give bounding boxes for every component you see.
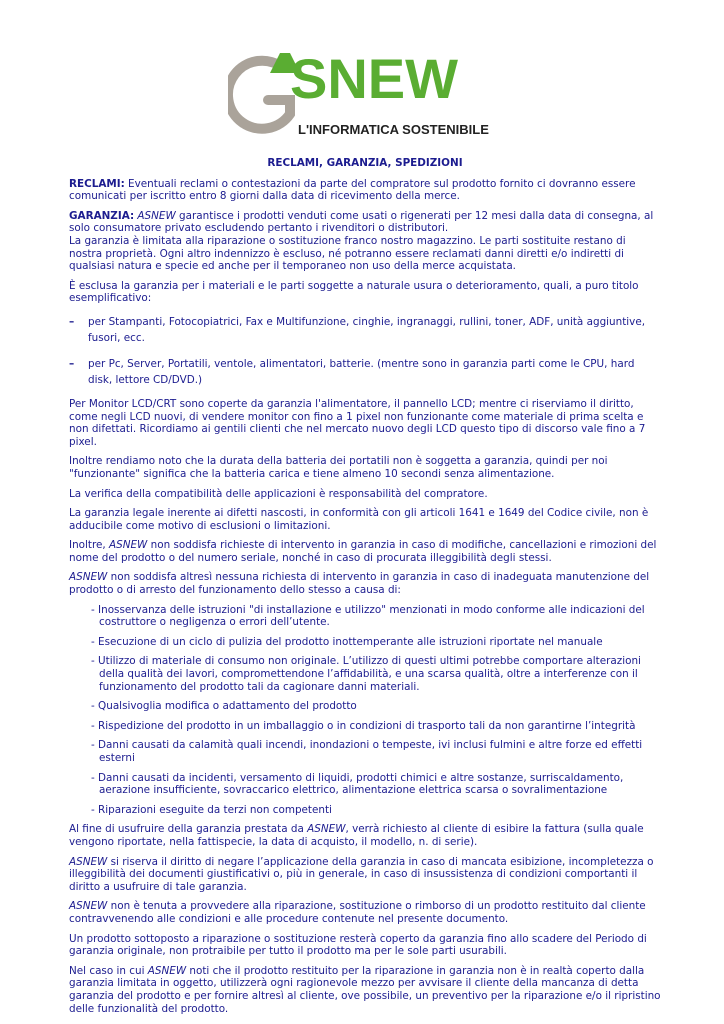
esclusa-paragraph: È esclusa la garanzia per i materiali e le parti soggette a naturale usura o deterioramento, quali, a puro titolo esemplificativo: (69, 279, 639, 305)
batteria-paragraph: Inoltre rendiamo noto che la durata della batteria dei portatili non è soggetta a garanzia, quindi per noi "funzionante" significa che la batteria carica e tiene almeno 10 secondi senza alimentazione. (69, 455, 608, 480)
list-item (69, 314, 661, 346)
brand-name: ASNEW (69, 571, 108, 584)
page-title: RECLAMI, GARANZIA, SPEDIZIONI (267, 157, 463, 169)
text: non soddisfa richieste di intervento in garanzia in caso di modifiche, cancellazioni e rimozioni del nome del prodotto o del numero seriale, nonché in caso di procurata illeggibilità degli stessi. (69, 539, 657, 564)
monitor-paragraph: Per Monitor LCD/CRT sono coperte da garanzia l'alimentatore, il pannello LCD; mentre ci riserviamo il diritto, come negli LCD nuovi, di vendere monitor con fino a 1 pixel non funzionante come materiale di prima scelta e non difettati. Ricordiamo ai gentili clienti che nel mercato nuovo degli LCD questo tipo di discorso vale fino a 7 pixel. (69, 397, 646, 448)
tenuta-paragraph (69, 900, 661, 925)
list-item (69, 356, 661, 388)
negare-paragraph (69, 856, 661, 894)
sottoposto-paragraph: Un prodotto sottoposto a riparazione o sostituzione resterà coperto da garanzia fino allo scadere del Periodo di garanzia originale, non protraibile per tutto il prodotto ma per le sole parti usurabili. (69, 932, 647, 958)
garanzia-label: GARANZIA: (69, 209, 135, 222)
reclami-label: RECLAMI: (69, 177, 125, 190)
brand-name: ASNEW (69, 855, 108, 868)
cause-item: - Rispedizione del prodotto in un imballaggio o in condizioni di trasporto tali da non garantirne l’integrità (91, 719, 636, 732)
modifiche-paragraph (69, 539, 661, 564)
text: noti che il prodotto restituito per la riparazione in garanzia non è in realtà coperto dalla garanzia limitata in oggetto, utilizzerà ogni ragionevole mezzo per avvisare il cliente della mancanza di detta garanzia del prodotto e per fornire altresì al cliente, ove possibile, un preventivo per la riparazione e/o il ripristino delle funzionalità del prodotto. (69, 964, 661, 1015)
nel-caso-paragraph (69, 965, 661, 1015)
compatibilita-paragraph: La verifica della compatibilità delle applicazioni è responsabilità del compratore. (69, 487, 488, 500)
garanzia-legale-paragraph: La garanzia legale inerente ai difetti nascosti, in conformità con gli articoli 1641 e 1649 del Codice civile, non è adducibile come motivo di esclusioni o limitazioni. (69, 507, 649, 532)
svg-text:SNEW: SNEW (290, 48, 458, 110)
reclami-text: Eventuali reclami o contestazioni da parte del compratore sul prodotto fornito ci dovranno essere comunicati per iscritto entro 8 giorni dalla data di ricevimento della merce. (69, 177, 636, 203)
reclami-paragraph (69, 178, 661, 203)
brand-name: ASNEW (69, 900, 108, 913)
garanzia-text: garantisce i prodotti venduti come usati o rigenerati per 12 mesi dalla data di consegna, al solo consumatore privato escludendo pertanto i rivenditori o distributori. (69, 209, 654, 235)
asnew-logo (228, 48, 498, 143)
cause-item: - Danni causati da calamità quali incendi, inondazioni o tempeste, ivi inclusi fulmini e altre forze ed effetti esterni (91, 739, 643, 764)
document-body (69, 157, 661, 1022)
text: non soddisfa altresì nessuna richiesta di intervento in garanzia in caso di inadeguata manutenzione del prodotto o di arresto del funzionamento dello stesso a causa di: (69, 571, 650, 597)
cause-item: - Riparazioni eseguite da terzi non competenti (91, 803, 332, 816)
text: si riserva il diritto di negare l’applicazione della garanzia in caso di mancata esibizione, incompletezza o illeggibilità dei documenti giustificativi o, più in generale, in caso di insussistenza di condizioni comportanti il diritto a usufruire di tale garanzia. (69, 855, 654, 893)
logo-tagline: L'INFORMATICA SOSTENIBILE (298, 122, 489, 137)
text: , verrà richiesto al cliente di esibire la fattura (sulla quale vengono riportate, nella fattispecie, la data di acquisto, il modello, n. di serie). (69, 823, 644, 848)
list-item-text: per Stampanti, Fotocopiatrici, Fax e Multifunzione, cinghie, ingranaggi, rullini, toner, ADF, unità aggiuntive, fusori, ecc. (88, 315, 646, 344)
fattura-paragraph (69, 823, 661, 848)
text: Inoltre, (69, 539, 110, 552)
brand-name: ASNEW (307, 823, 346, 836)
garanzia-paragraph (69, 210, 661, 273)
text: non è tenuta a provvedere alla riparazione, sostituzione o rimborso di un prodotto restituito dal cliente contravvenendo alle condizioni e alle procedure contenute nel presente documento. (69, 900, 646, 925)
dash-icon: – (69, 357, 75, 370)
cause-item: - Inosservanza delle istruzioni "di installazione e utilizzo" menzionati in modo conforme alle indicazioni del costruttore o negligenza o errori dell’utente. (91, 603, 645, 629)
brand-name: ASNEW (147, 964, 187, 977)
garanzia-text-2: La garanzia è limitata alla riparazione o sostituzione franco nostro magazzino. Le parti sostituite restano di nostra proprietà. Ogni altro indennizzo è escluso, né potranno essere reclamati danni diretti e/o indiretti di qualsiasi natura e specie ed anche per il temporaneo non uso della merce acquistata. (69, 234, 626, 273)
text: Nel caso in cui (69, 964, 148, 977)
cause-item: - Qualsivoglia modifica o adattamento del prodotto (91, 700, 357, 713)
manutenzione-paragraph (69, 571, 661, 596)
list-item-text: per Pc, Server, Portatili, ventole, alimentatori, batterie. (mentre sono in garanzia parti come le CPU, hard disk, lettore CD/DVD.) (88, 357, 635, 386)
cause-item: - Esecuzione di un ciclo di pulizia del prodotto inottemperante alle istruzioni riportate nel manuale (91, 635, 603, 648)
brand-name: ASNEW (109, 539, 148, 552)
dash-icon: – (69, 315, 75, 328)
text: Al fine di usufruire della garanzia prestata da (69, 823, 308, 836)
cause-item: - Danni causati da incidenti, versamento di liquidi, prodotti chimici e altre sostanze, surriscaldamento, aerazione insufficiente, sovraccarico elettrico, alimentazione elettrica scarsa o sovralimentazione (91, 771, 624, 797)
cause-item: - Utilizzo di materiale di consumo non originale. L’utilizzo di questi ultimi potrebbe comportare alterazioni della qualità dei lavori, compromettendone l’affidabilità, e una scarsa qualità, oltre a interferenze con il funzionamento del prodotto tali da cagionare danni materiali. (91, 655, 641, 693)
brand-name: ASNEW (137, 209, 176, 222)
